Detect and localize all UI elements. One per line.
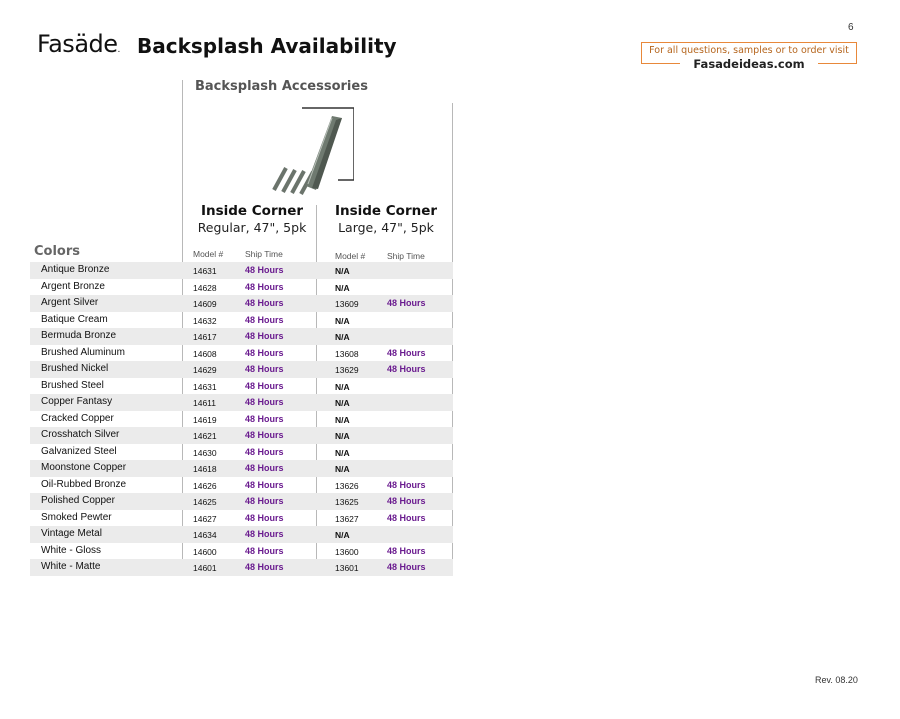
table-row (30, 394, 453, 411)
model-large: 13626 (335, 480, 359, 491)
product-name: Inside Corner (200, 203, 304, 219)
product-regular-title (185, 203, 319, 235)
model-regular: 14621 (193, 431, 217, 441)
model-large: N/A (335, 414, 350, 425)
table-row (30, 444, 453, 461)
model-large: 13608 (335, 348, 359, 359)
ship-time-regular: 48 Hours (245, 364, 284, 374)
ship-time-large: 48 Hours (387, 347, 426, 358)
model-large: 13629 (335, 365, 359, 375)
model-column-header: Model # (193, 249, 224, 259)
ship-time-regular: 48 Hours (245, 397, 284, 407)
model-regular: 14628 (193, 282, 217, 293)
color-name: White - Matte (41, 561, 101, 572)
model-regular: 14627 (193, 513, 217, 524)
color-name: Brushed Nickel (41, 363, 109, 374)
model-regular: 14601 (193, 563, 217, 573)
table-row (30, 559, 453, 576)
table-row (30, 361, 453, 378)
ship-time-regular: 48 Hours (245, 545, 284, 556)
product-spec: Regular, 47", 5pk (197, 220, 307, 235)
model-large: 13600 (335, 546, 359, 557)
model-large: 13627 (335, 513, 359, 524)
model-regular: 14608 (193, 348, 217, 359)
product-large-title (319, 203, 453, 235)
color-name: Vintage Metal (41, 528, 102, 539)
model-large: N/A (335, 332, 350, 342)
ship-time-regular: 48 Hours (245, 314, 284, 325)
table-row (30, 312, 453, 329)
ship-time-regular: 48 Hours (245, 331, 284, 341)
ship-time-large: 48 Hours (387, 496, 426, 506)
ship-time-regular: 48 Hours (245, 446, 284, 457)
colors-heading: Colors (34, 244, 81, 259)
color-name: Bermuda Bronze (41, 330, 117, 341)
contact-text: For all questions, samples or to order visit (649, 45, 849, 56)
table-row (30, 427, 453, 444)
table-row (30, 526, 453, 543)
model-column-header: Model # (335, 251, 366, 261)
table-row (30, 510, 453, 527)
ship-time-regular: 48 Hours (245, 529, 284, 539)
model-regular: 14634 (193, 530, 217, 540)
section-heading: Backsplash Accessories (195, 79, 368, 94)
model-regular: 14611 (193, 398, 217, 408)
ship-time-regular: 48 Hours (245, 479, 284, 490)
model-regular: 14600 (193, 546, 217, 557)
availability-table (30, 262, 453, 576)
color-name: Brushed Steel (41, 379, 104, 391)
ship-time-regular: 48 Hours (245, 562, 284, 572)
ship-time-regular: 48 Hours (245, 298, 284, 308)
model-regular: 14631 (193, 266, 217, 276)
inside-corner-trim-image (272, 106, 354, 196)
ship-time-regular: 48 Hours (245, 413, 284, 424)
model-regular: 14625 (193, 497, 217, 507)
table-row (30, 345, 453, 362)
color-name: Antique Bronze (41, 264, 110, 275)
model-large: N/A (335, 431, 350, 441)
model-large: N/A (335, 530, 350, 540)
color-name: White - Gloss (41, 544, 102, 556)
table-row (30, 378, 453, 395)
table-row (30, 477, 453, 494)
table-row (30, 328, 453, 345)
ship-time-regular: 48 Hours (245, 281, 284, 292)
model-regular: 14619 (193, 414, 217, 425)
product-spec: Large, 47", 5pk (338, 220, 434, 235)
brand-logo: Fasäde. (37, 30, 120, 58)
color-name: Argent Silver (41, 297, 99, 308)
page-title: Backsplash Availability (137, 34, 397, 58)
model-regular: 14609 (193, 299, 217, 309)
ship-time-regular: 48 Hours (245, 512, 284, 523)
model-large: N/A (335, 398, 350, 408)
model-regular: 14632 (193, 315, 217, 326)
color-name: Galvanized Steel (41, 445, 117, 457)
model-large: N/A (335, 266, 350, 276)
model-regular: 14617 (193, 332, 217, 342)
color-name: Polished Copper (41, 495, 115, 506)
product-name: Inside Corner (334, 203, 438, 219)
color-name: Moonstone Copper (41, 462, 127, 473)
ship-time-large: 48 Hours (387, 512, 426, 523)
model-large: N/A (335, 381, 350, 392)
ship-time-large: 48 Hours (387, 545, 426, 556)
ship-time-regular: 48 Hours (245, 463, 284, 473)
color-name: Cracked Copper (41, 412, 114, 424)
model-regular: 14629 (193, 365, 217, 375)
model-large: 13601 (335, 563, 359, 573)
table-row (30, 411, 453, 428)
model-large: N/A (335, 315, 350, 326)
model-large: 13625 (335, 497, 359, 507)
model-regular: 14618 (193, 464, 217, 474)
model-large: N/A (335, 447, 350, 458)
model-large: N/A (335, 282, 350, 293)
page-number: 6 (848, 22, 854, 33)
color-name: Crosshatch Silver (41, 429, 120, 440)
table-row (30, 543, 453, 560)
ship-time-regular: 48 Hours (245, 265, 284, 275)
ship-time-large: 48 Hours (387, 479, 426, 490)
contact-box (641, 42, 857, 71)
color-name: Smoked Pewter (41, 511, 112, 523)
ship-time-large: 48 Hours (387, 364, 426, 374)
model-large: N/A (335, 464, 350, 474)
model-regular: 14630 (193, 447, 217, 458)
ship-time-regular: 48 Hours (245, 496, 284, 506)
ship-time-large: 48 Hours (387, 298, 426, 308)
color-name: Brushed Aluminum (41, 346, 125, 358)
revision-label: Rev. 08.20 (815, 675, 858, 685)
model-large: 13609 (335, 299, 359, 309)
model-regular: 14626 (193, 480, 217, 491)
color-name: Argent Bronze (41, 280, 105, 292)
table-row (30, 279, 453, 296)
website-link[interactable]: Fasadeideas.com (680, 57, 818, 71)
table-row (30, 295, 453, 312)
ship-time-regular: 48 Hours (245, 347, 284, 358)
table-row (30, 493, 453, 510)
table-row (30, 460, 453, 477)
ship-time-large: 48 Hours (387, 562, 426, 572)
table-row (30, 262, 453, 279)
model-regular: 14631 (193, 381, 217, 392)
color-name: Oil-Rubbed Bronze (41, 478, 127, 490)
ship-time-regular: 48 Hours (245, 430, 284, 440)
color-name: Copper Fantasy (41, 396, 113, 407)
ship-column-header: Ship Time (387, 251, 425, 261)
ship-time-regular: 48 Hours (245, 380, 284, 391)
ship-column-header: Ship Time (245, 249, 283, 259)
color-name: Batique Cream (41, 313, 108, 325)
